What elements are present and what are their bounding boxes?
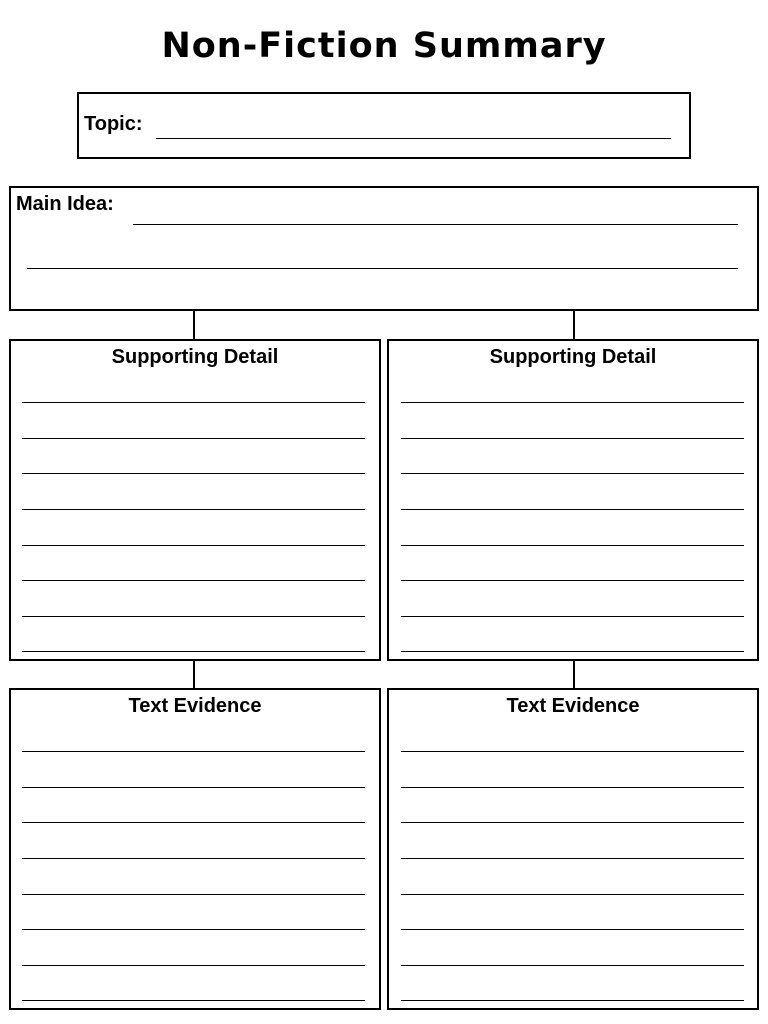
- write-line[interactable]: [22, 1000, 365, 1001]
- write-line[interactable]: [22, 787, 365, 788]
- text-evidence-title: Text Evidence: [128, 695, 262, 717]
- write-line[interactable]: [401, 580, 744, 581]
- write-line[interactable]: [401, 858, 744, 859]
- topic-box: [77, 92, 691, 159]
- write-line[interactable]: [401, 402, 744, 403]
- supporting-detail-box-left: [9, 339, 381, 661]
- text-evidence-title: Text Evidence: [506, 695, 640, 717]
- write-line[interactable]: [22, 929, 365, 930]
- write-line[interactable]: [22, 509, 365, 510]
- write-line[interactable]: [401, 545, 744, 546]
- write-line[interactable]: [22, 402, 365, 403]
- write-line[interactable]: [401, 787, 744, 788]
- main-idea-label: Main Idea:: [16, 193, 114, 215]
- write-line[interactable]: [401, 965, 744, 966]
- write-line[interactable]: [22, 894, 365, 895]
- connector-line: [573, 661, 575, 689]
- write-line[interactable]: [22, 438, 365, 439]
- topic-label: Topic:: [84, 113, 143, 135]
- write-line[interactable]: [22, 545, 365, 546]
- write-line[interactable]: [22, 751, 365, 752]
- supporting-detail-title: Supporting Detail: [489, 346, 657, 368]
- write-line[interactable]: [22, 616, 365, 617]
- write-line[interactable]: [401, 894, 744, 895]
- connector-line: [573, 311, 575, 340]
- page-title: Non-Fiction Summary: [161, 26, 607, 66]
- write-line[interactable]: [401, 473, 744, 474]
- main-idea-write-line[interactable]: [133, 224, 738, 225]
- write-line[interactable]: [22, 822, 365, 823]
- text-evidence-box-right: [387, 688, 759, 1010]
- connector-line: [193, 661, 195, 689]
- write-line[interactable]: [401, 651, 744, 652]
- write-line[interactable]: [22, 858, 365, 859]
- main-idea-write-line[interactable]: [27, 268, 738, 269]
- write-line[interactable]: [401, 438, 744, 439]
- text-evidence-box-left: [9, 688, 381, 1010]
- connector-line: [193, 311, 195, 340]
- supporting-detail-title: Supporting Detail: [111, 346, 279, 368]
- supporting-detail-box-right: [387, 339, 759, 661]
- topic-write-line[interactable]: [156, 138, 671, 139]
- write-line[interactable]: [401, 822, 744, 823]
- write-line[interactable]: [22, 965, 365, 966]
- write-line[interactable]: [401, 929, 744, 930]
- write-line[interactable]: [401, 616, 744, 617]
- main-idea-box: [9, 186, 759, 311]
- write-line[interactable]: [401, 1000, 744, 1001]
- write-line[interactable]: [401, 751, 744, 752]
- write-line[interactable]: [401, 509, 744, 510]
- write-line[interactable]: [22, 473, 365, 474]
- write-line[interactable]: [22, 580, 365, 581]
- write-line[interactable]: [22, 651, 365, 652]
